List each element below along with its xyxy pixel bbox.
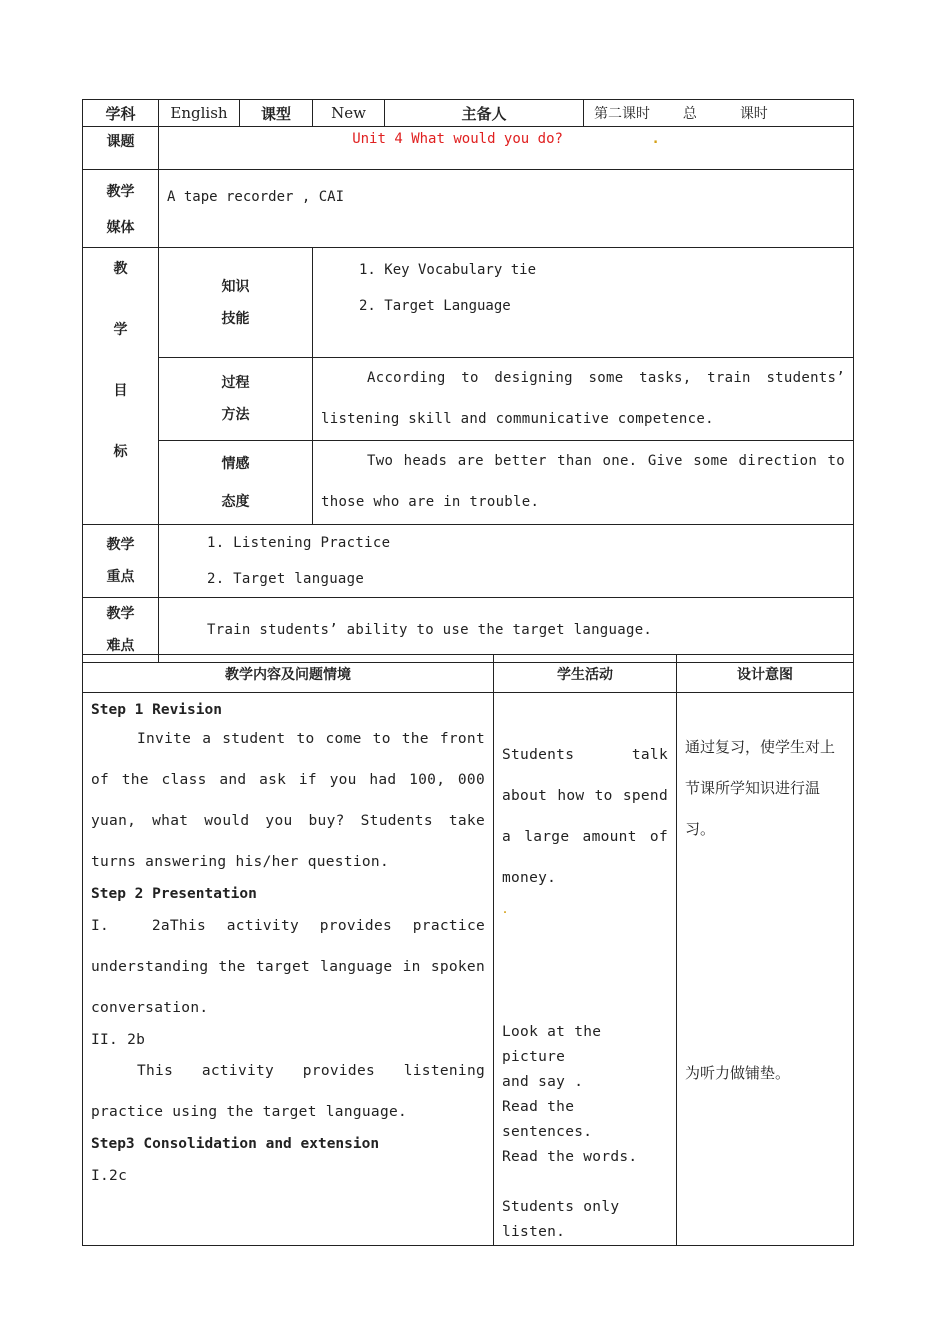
student-activity-2 bbox=[502, 1020, 668, 1170]
student-activity-line: Read the words. bbox=[502, 1149, 638, 1165]
knowledge-label-line1: 知识 bbox=[221, 278, 250, 295]
knowledge-item: 1. Key Vocabulary tie bbox=[359, 262, 537, 278]
attitude-label-line1: 情感 bbox=[221, 455, 250, 472]
key-points-label-line2: 重点 bbox=[106, 569, 135, 585]
media-value: A tape recorder , CAI bbox=[159, 170, 854, 248]
student-activity-line: Students only bbox=[502, 1199, 620, 1215]
step2-heading: Step 2 Presentation bbox=[91, 886, 257, 902]
student-activity-cell bbox=[494, 693, 677, 1246]
objectives-char-4: 标 bbox=[113, 444, 128, 460]
difficulties-label-line1: 教学 bbox=[106, 606, 135, 622]
student-activity-line: Look at the picture bbox=[502, 1024, 602, 1065]
step2-i bbox=[91, 906, 485, 1029]
total-label: 总 bbox=[682, 106, 697, 122]
step2-i-text: 2aThis activity provides practice understanding the target language in spoken conversation. bbox=[91, 918, 486, 1016]
process-label-line1: 过程 bbox=[221, 375, 250, 391]
process-label bbox=[159, 358, 313, 441]
attitude-label bbox=[159, 441, 313, 525]
key-points-label-line1: 教学 bbox=[106, 537, 135, 553]
period-info bbox=[584, 100, 854, 127]
subject-value: English bbox=[159, 100, 240, 127]
col-header-design: 设计意图 bbox=[677, 655, 854, 693]
objectives-char-1: 教 bbox=[113, 261, 128, 277]
media-label-line2: 媒体 bbox=[106, 220, 135, 236]
step3-heading: Step3 Consolidation and extension bbox=[91, 1136, 380, 1152]
knowledge-items bbox=[313, 248, 854, 358]
key-points-items bbox=[159, 525, 854, 598]
knowledge-label bbox=[159, 248, 313, 358]
topic-label: 课题 bbox=[83, 127, 159, 170]
media-label-line1: 教学 bbox=[106, 184, 135, 200]
student-activity-1: Students talk about how to spend a large amount of money. bbox=[502, 747, 668, 886]
difficulties-label-line2: 难点 bbox=[106, 638, 135, 654]
lesson-period: 第二课时 bbox=[594, 106, 650, 122]
topic-title-cell bbox=[159, 127, 854, 170]
teaching-process-table bbox=[82, 654, 854, 1246]
step2-ii-label: II. 2b bbox=[91, 1032, 146, 1048]
student-activity-line: and say . bbox=[502, 1074, 584, 1090]
attitude-text: Two heads are better than one. Give some direction to those who are in trouble. bbox=[313, 441, 854, 525]
design-intent-2: 为听力做铺垫。 bbox=[685, 1064, 791, 1082]
step1-text: Invite a student to come to the front of the class and ask if you had 100, 000 yuan, what would you buy? Students take turns answering his/her question. bbox=[91, 731, 485, 870]
lesson-info-table bbox=[82, 99, 854, 663]
objectives-char-2: 学 bbox=[113, 322, 128, 338]
student-activity-3 bbox=[502, 1195, 668, 1245]
knowledge-label-line2: 技能 bbox=[221, 310, 250, 327]
col-header-content: 教学内容及问题情境 bbox=[83, 655, 494, 693]
lesson-type-label: 课型 bbox=[240, 100, 313, 127]
topic-title: Unit 4 What would you do? bbox=[352, 131, 563, 147]
subject-label: 学科 bbox=[83, 100, 159, 127]
decorative-dot: . bbox=[502, 905, 509, 916]
key-point-item: 1. Listening Practice bbox=[207, 535, 391, 551]
step3-item: I.2c bbox=[91, 1168, 128, 1184]
design-intent-cell bbox=[677, 693, 854, 1246]
design-intent-1: 通过复习，使学生对上节课所学知识进行温习。 bbox=[685, 738, 836, 838]
preparer-label: 主备人 bbox=[385, 100, 584, 127]
student-activity-line: listen. bbox=[502, 1224, 566, 1240]
attitude-label-line2: 态度 bbox=[221, 493, 250, 510]
knowledge-item: 2. Target Language bbox=[359, 298, 511, 314]
decorative-dot: . bbox=[651, 131, 660, 147]
difficulties-label bbox=[83, 598, 159, 663]
objectives-label bbox=[83, 248, 159, 525]
process-label-line2: 方法 bbox=[221, 407, 250, 423]
key-point-item: 2. Target language bbox=[207, 571, 365, 587]
hours-label: 课时 bbox=[739, 106, 768, 122]
content-cell bbox=[83, 693, 494, 1246]
process-text: According to designing some tasks, train students’ listening skill and communicative competence. bbox=[313, 358, 854, 441]
student-activity-line: Read the sentences. bbox=[502, 1099, 593, 1140]
media-label bbox=[83, 170, 159, 248]
col-header-student: 学生活动 bbox=[494, 655, 677, 693]
step2-i-label: I. bbox=[91, 918, 110, 934]
lesson-type-value: New bbox=[313, 100, 385, 127]
objectives-char-3: 目 bbox=[113, 383, 128, 399]
key-points-label bbox=[83, 525, 159, 598]
step1-heading: Step 1 Revision bbox=[91, 702, 222, 718]
difficulties-text: Train students’ ability to use the target language. bbox=[159, 598, 854, 663]
step2-ii-text: This activity provides listening practice using the target language. bbox=[91, 1063, 485, 1120]
